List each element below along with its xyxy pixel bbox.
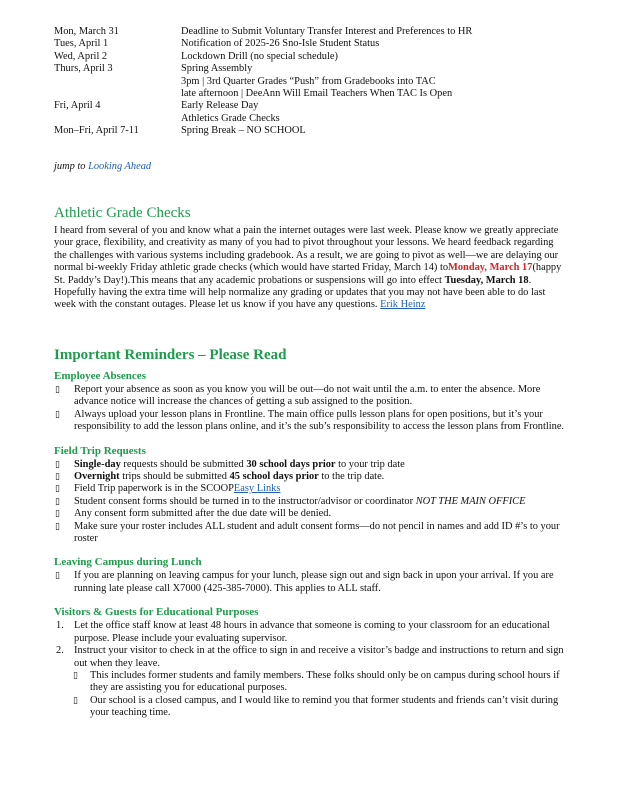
athletic-section [54, 204, 566, 312]
schedule-event: late afternoon | DeeAnn Will Email Teachers When TAC Is Open [181, 88, 453, 100]
schedule-event: Spring Assembly [181, 63, 253, 75]
bullet-icon: ▯ [73, 695, 78, 706]
schedule-list [54, 26, 594, 138]
schedule-date: Thurs, April 3 [54, 63, 113, 75]
schedule-date: Fri, April 4 [54, 100, 101, 112]
erik-heinz-link[interactable]: Erik Heinz [380, 299, 426, 311]
leaving-campus-heading: Leaving Campus during Lunch [54, 556, 202, 569]
schedule-date: Wed, April 2 [54, 50, 108, 62]
schedule-row [54, 125, 594, 137]
athletic-new-date: Monday, March 17 [448, 262, 533, 274]
schedule-row [54, 26, 594, 38]
athletic-text-2: (happy St. Paddy’s Day!).This means that any academic probations or suspensions will go into effect [54, 262, 562, 286]
schedule-row [54, 51, 594, 63]
list-item: ▯ Report your absence as soon as you know you will be out—do not wait until the a.m. to enter the absence. More advance notice will increase the chances of getting a sub assigned to the position. [55, 384, 541, 408]
list-item: ▯ Single-day requests should be submitted 30 school days prior to your trip date [55, 458, 405, 470]
bullet-icon: ▯ [73, 670, 78, 681]
athletic-effective-date: Tuesday, March 18 [444, 274, 529, 286]
athletic-heading: Athletic Grade Checks [54, 205, 191, 221]
list-item: ▯ Field Trip paperwork is in the SCOOPEasy Links [55, 483, 281, 495]
schedule-event: Early Release Day [181, 100, 259, 112]
list-item: ▯ If you are planning on leaving campus for your lunch, please sign out and sign back in upon your arrival. If you are running late please call X7000 (425-385-7000). This applies to ALL staff. [55, 570, 554, 594]
athletic-paragraph [54, 225, 566, 312]
list-item: 1. Let the office staff know at least 48 hours in advance that someone is coming to your classroom for an educational purpose. Please include your evaluating supervisor. [56, 620, 550, 644]
schedule-date: Mon, March 31 [54, 26, 119, 37]
bullet-icon: ▯ [55, 571, 60, 582]
field-trip-heading: Field Trip Requests [54, 444, 146, 457]
athletic-text-3: . Hopefully having the extra time will help normalize any grading or updates that you may not have been able to do last week with the constant outages. Please let us know if you have any questions. [54, 274, 546, 311]
schedule-event: Deadline to Submit Voluntary Transfer Interest and Preferences to HR [181, 26, 473, 37]
bullet-icon: ▯ [55, 385, 60, 395]
reminders-heading: Important Reminders – Please Read [54, 347, 287, 363]
bullet-icon: ▯ [55, 459, 60, 470]
reminders-section [54, 346, 574, 720]
athletic-text-1: I heard from several of you and know what a pain the internet outages were last week. Please know we greatly appreciate your grace, flexibility, and creativity as many of you had to pivot throughout your lessons. We heard feedback regarding the challenges with various systems including gradebook. As a result, we are going to pivot as well—we are delaying our normal bi-weekly Friday athletic grade checks (which would have started Friday, March 14) to [54, 225, 559, 274]
list-item: ▯ Make sure your roster includes ALL student and adult consent forms—do not pencil in names and add ID #’s to your roster [55, 520, 560, 545]
schedule-event: Lockdown Drill (no special schedule) [181, 50, 338, 62]
schedule-row [54, 38, 594, 50]
looking-ahead-link[interactable]: Looking Ahead [88, 161, 152, 172]
list-item: ▯ Our school is a closed campus, and I would like to remind you that former students and friends can’t visit during your teaching time. [73, 694, 559, 719]
easy-links-link[interactable]: Easy Links [233, 483, 281, 495]
schedule-row [54, 100, 594, 125]
bullet-icon: ▯ [55, 509, 60, 520]
schedule-date: Mon–Fri, April 7-11 [54, 125, 139, 137]
list-item: ▯ Any consent form submitted after the due date will be denied. [55, 508, 332, 520]
visitors-heading: Visitors & Guests for Educational Purposes [54, 606, 259, 619]
schedule-date: Tues, April 1 [54, 38, 109, 50]
bullet-icon: ▯ [55, 496, 60, 507]
schedule-event: Notification of 2025-26 Sno-Isle Student Status [181, 38, 380, 50]
schedule-event: 3pm | 3rd Quarter Grades “Push” from Gradebooks into TAC [181, 75, 436, 87]
bullet-icon: ▯ [55, 472, 60, 483]
jump-prefix: jump to [54, 161, 86, 172]
list-item: 2. Instruct your visitor to check in at the office to sign in and receive a visitor’s badge and instructions to return and sign out when they leave. [56, 645, 564, 669]
schedule-row [54, 63, 594, 100]
schedule-event: Spring Break – NO SCHOOL [181, 125, 306, 137]
bullet-icon: ▯ [55, 409, 60, 420]
bullet-icon: ▯ [55, 521, 60, 532]
list-item: ▯ Student consent forms should be turned in to the instructor/advisor or coordinator NOT THE MAIN OFFICE [55, 495, 526, 507]
list-item: ▯ This includes former students and family members. These folks should only be on campus during school hours if they are assisting you for educational purposes. [73, 669, 560, 694]
absences-heading: Employee Absences [54, 370, 146, 382]
list-item: ▯ Overnight trips should be submitted 45 school days prior to the trip date. [55, 471, 385, 483]
schedule-event: Athletics Grade Checks [181, 112, 280, 124]
list-item: ▯ Always upload your lesson plans in Frontline. The main office pulls lesson plans for open positions, but it’s your responsibility to add the lesson plans online, and it’s the sub’s responsibility to access the lesson plans from Frontline. [55, 408, 565, 433]
bullet-icon: ▯ [55, 484, 60, 495]
jump-line [54, 161, 151, 173]
